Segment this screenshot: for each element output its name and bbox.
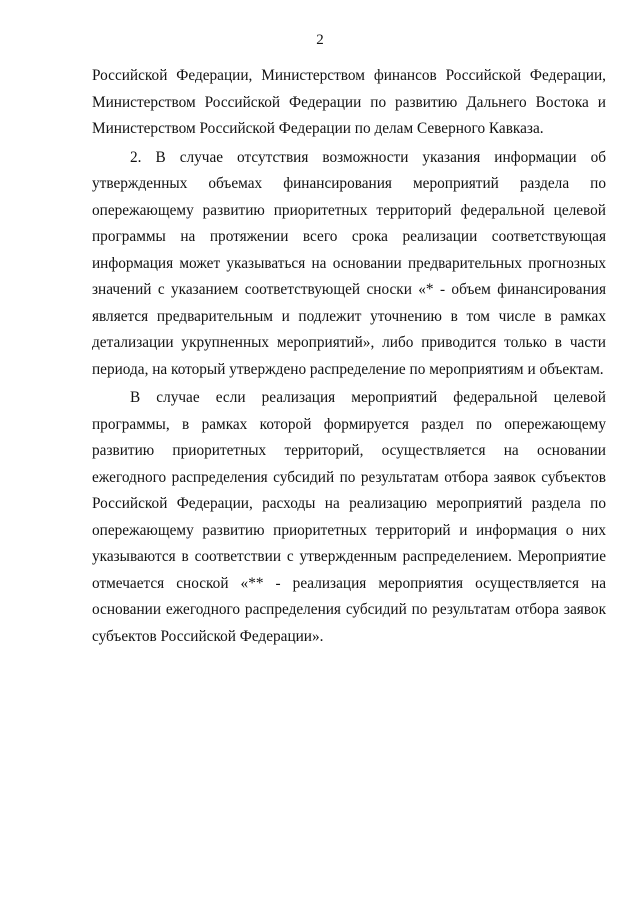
page-number: 2	[316, 32, 324, 48]
paragraph-continuation: Российской Федерации, Министерством финансов Российской Федерации, Министерством Российской Федерации по развитию Дальнего Востока и Министерством Российской Федерации по делам Северного Кавказа.	[92, 67, 606, 137]
paragraph-subsidies: В случае если реализация мероприятий федеральной целевой программы, в рамках которой формируется раздел по опережающему развитию приоритетных территорий, осуществляется на основании ежегодного распределения субсидий по результатам отбора заявок субъектов Российской Федерации, расходы на реализацию мероприятий раздела по опережающему развитию приоритетных территорий и информация о них указываются в соответствии с утвержденным распределением. Мероприятие отмечается сноской «** - реализация мероприятия осуществляется на основании ежегодного распределения субсидий по результатам отбора заявок субъектов Российской Федерации».	[92, 389, 606, 645]
document-body	[92, 63, 606, 650]
paragraph-item-2: 2. В случае отсутствия возможности указания информации об утвержденных объемах финансирования мероприятий раздела по опережающему развитию приоритетных территорий федеральной целевой программы на протяжении всего срока реализации соответствующая информация может указываться на основании предварительных прогнозных значений с указанием соответствующей сноски «* - объем финансирования является предварительным и подлежит уточнению в том числе в рамках детализации укрупненных мероприятий», либо приводится только в части периода, на который утверждено распределение по мероприятиям и объектам.	[92, 148, 606, 378]
